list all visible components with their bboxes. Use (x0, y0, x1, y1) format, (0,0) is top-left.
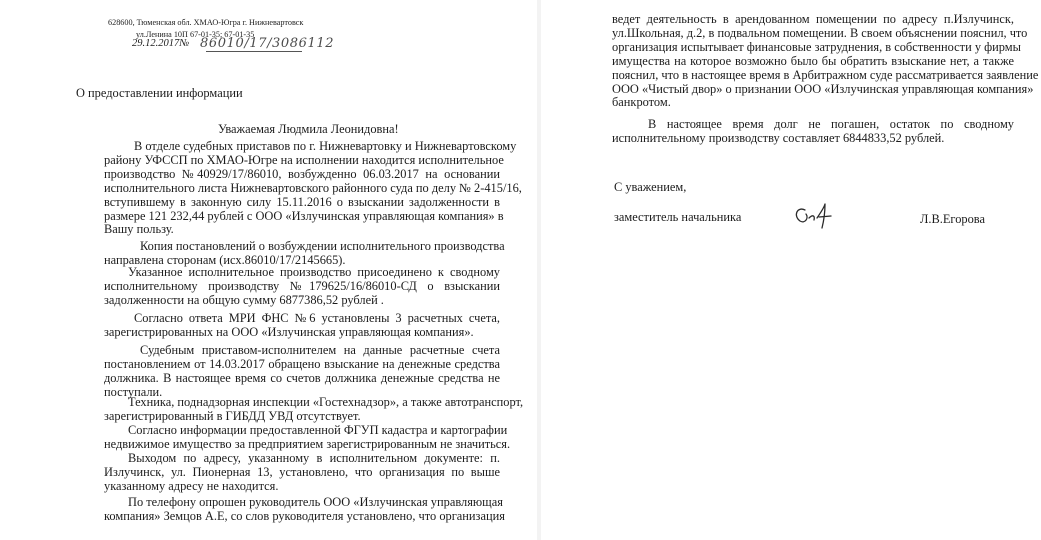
paragraph-9: По телефону опрошен руководитель ООО «Излучинская управляющая компания» Земцов А.Е, со слов руководителя установлено, что организация (104, 495, 505, 523)
letter-date: 29.12.2017№ (132, 38, 190, 49)
paragraph-8: Выходом по адресу, указанному в исполнительном документе: п. Излучинск, ул. Пионерная 13, установлено, что организация по выше указанному адресу не находится. (104, 451, 500, 493)
sender-address: 628600, Тюменская обл. ХМАО-Югра г. Нижневартовск (108, 18, 304, 27)
salutation: Уважаемая Людмила Леонидовна! (218, 122, 399, 136)
paragraph-2: Копия постановлений о возбуждении исполнительного производства направлена сторонам (исх.86010/17/2145665). (104, 239, 505, 267)
sender-phone: ул.Ленина 10П 67-01-35; 67-01-35 (136, 30, 255, 39)
page-gutter (537, 0, 541, 540)
closing-phrase: С уважением, (614, 180, 687, 194)
signer-title: заместитель начальника (614, 210, 742, 224)
paragraph-1: В отделе судебных приставов по г. Нижневартовку и Нижневартовскому району УФССП по ХМАО-Югре на исполнении находится исполнительное производство №40929/17/86010, возбужденно 06.03.2017 на основании исполнительного листа Нижневартовского районного суда по делу № 2-415/16, вступившему в законную силу 15.11.2016 о взыскании задолженности в размере 121 232,44 рублей с ООО «Излучинская управляющая компания» в Вашу пользу. (104, 139, 522, 237)
signer-name: Л.В.Егорова (920, 212, 985, 226)
paragraph-4: Согласно ответа МРИ ФНС №6 установлены 3 расчетных счета, зарегистрированных на ООО «Излучинская управляющая компания». (104, 311, 500, 339)
handwritten-signature (791, 200, 841, 230)
paragraph-7: Согласно информации предоставленной ФГУП кадастра и картографии недвижимое имущество за предприятием зарегистрированным не значиться. (104, 423, 511, 451)
outgoing-number-handwritten: 86010/17/3086112 (200, 36, 335, 51)
subject-line: О предоставлении информации (76, 86, 243, 100)
right-paragraph-2: В настоящее время долг не погашен, остаток по сводному исполнительному производству составляет 6844833,52 рублей. (612, 117, 1014, 145)
paragraph-3: Указанное исполнительное производство присоединено к сводному исполнительному производству №179625/16/86010-СД о взыскании задолженности на общую сумму 6877386,52 рублей . (104, 265, 500, 307)
paragraph-6: Техника, поднадзорная инспекции «Гостехнадзор», а также автотранспорт, зарегистрированный в ГИБДД УВД отсутствует. (104, 395, 524, 423)
paragraph-5: Судебным приставом-исполнителем на данные расчетные счета постановлением от 14.03.2017 обращено взыскание на денежные средства должника. В настоящее время со счетов должника денежные средства не поступали. (104, 343, 500, 399)
right-paragraph-1: ведет деятельность в арендованном помещении по адресу п.Излучинск, ул.Школьная, д.2, в подвальном помещении. В своем объяснении пояснил, что организация испытывает финансовые затруднения, в собственности у фирмы имущества на которое возможно было бы обратить взыскание нет, а также пояснил, что в настоящее время в Арбитражном суде рассматривается заявление ООО «Чистый двор» о признании ООО «Излучинская управляющая компания» банкротом. (612, 12, 1039, 110)
number-underline (206, 51, 302, 52)
